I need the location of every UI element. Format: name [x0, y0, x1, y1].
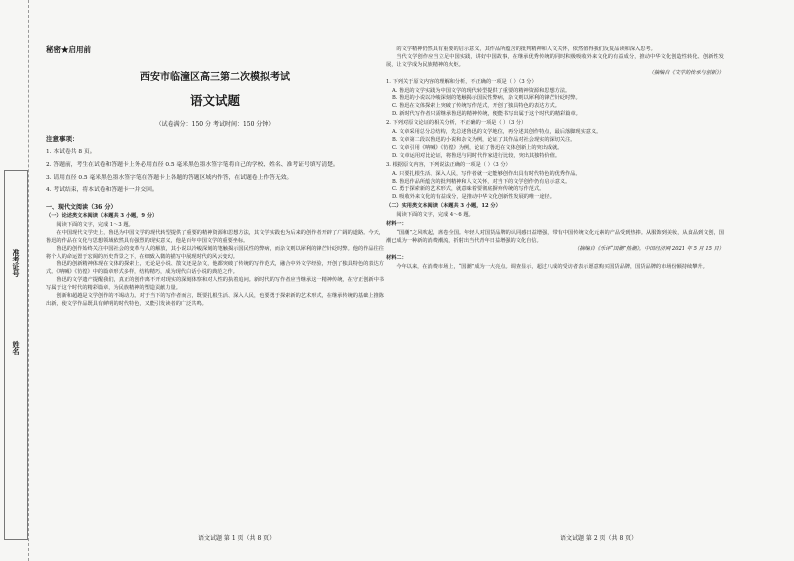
- passage-paragraph: 鲁迅的创新精神体现在文体的探索上，无论是小说、散文还是杂文，他都突破了传统的写作范式，融合中外文学经验，开创了独具特色的表达方式。《呐喊》《彷徨》中的篇章形式多样，结构精巧，成为现代白话小说的典范之作。: [46, 261, 384, 276]
- section-heading: 一、现代文阅读（36 分）: [46, 203, 117, 211]
- passage-paragraph: 当代文学创作应当立足中国实践，讲好中国故事，在继承优秀传统的同时积极吸收外来文化的有益成分，推动中华文化创造性转化、创新性发展，让文学成为民族精神的火炬。: [386, 53, 724, 68]
- passage-source: （摘编自《文学的传承与创新》）: [648, 69, 724, 76]
- exam-number-label: 准考证号: [12, 249, 21, 277]
- question-option: A. 文章采用总分总结构，先总述鲁迅的文学地位，再分述其创作特点，最后落脚现实意义。: [392, 129, 602, 136]
- notice-heading: 注意事项：: [46, 135, 79, 144]
- question-option: D. 文章运用对比论证，将鲁迅与同时代作家进行比较，突出其独特价值。: [392, 152, 561, 159]
- passage-paragraph: 的文学精神仍然具有重要的启示意义，其作品所蕴含的批判精神和人文关怀，依然值得我们反复品读和深入思考。: [396, 46, 656, 52]
- question-2: 2. 下列对原文论证的相关分析，不正确的一项是（ ）（3 分）: [386, 120, 527, 127]
- passage-paragraph: 鲁迅的创作始终关注中国社会的变革与人的解放，其小说以冷峻深刻的笔触揭示国民性的弊病，而杂文则以犀利的锋芒针砭时弊。他的作品往往将个人的命运置于宏阔的历史背景之下，在细致入微的描写中展现时代的风云变幻。: [46, 245, 384, 260]
- question-option: D. 新时代写作者只需继承鲁迅的精神传统，便能书写出属于这个时代的精彩篇章。: [392, 111, 581, 118]
- subject-title: 语文试题: [189, 93, 240, 109]
- notice-item: 1. 本试卷共 8 页。: [46, 149, 96, 156]
- exam-info: （试卷满分：150 分 考试时间：150 分钟）: [155, 121, 275, 129]
- question-option: B. 鲁迅的小说以冷峻深刻的笔触揭示国民性弊病，杂文则以犀利的锋芒针砭时弊。: [392, 95, 581, 102]
- reading-instruction: 阅读下面的文字，完成 4～6 题。: [396, 212, 474, 219]
- notice-item: 3. 请用直径 0.5 毫米黑色墨水签字笔在答题卡上各题的答题区域内作答，在试题卷上作答无效。: [46, 174, 293, 181]
- right-column: [386, 46, 724, 530]
- reading-instruction: 阅读下面的文字，完成 1～3 题。: [56, 221, 134, 228]
- passage-paragraph: 创新和超越是文学创作的不竭动力。对于当下的写作者而言，既要扎根生活、深入人民，也要勇于探索新的艺术形式，在继承传统的基础上推陈出新，使文学作品既具有鲜明的时代特色，又能引发读者的广泛共鸣。: [46, 293, 384, 307]
- question-option: A. 只要扎根生活、深入人民，写作者就一定能够创作出具有时代特色的优秀作品。: [392, 170, 581, 177]
- question-option: C. 勇于探索新的艺术形式，就意味着要彻底摒弃传统的写作范式。: [392, 186, 545, 193]
- binding-box: [4, 170, 28, 540]
- notice-item: 2. 答题前，考生在试卷和答题卡上务必用直径 0.5 毫米黑色墨水签字笔将自己的学校、姓名、准考证号填写清楚。: [46, 161, 339, 168]
- binding-line: [28, 0, 29, 561]
- material-source: （摘编自《乐评“国潮”热潮》，中国经济网 2021 年 5 月 15 日）: [574, 245, 724, 252]
- question-option: C. 鲁迅在文体探索上突破了传统写作范式，开创了独具特色的表达方式。: [392, 103, 560, 110]
- subsection-heading: （一）论述类文本阅读（本题共 3 小题，9 分）: [46, 213, 158, 220]
- question-option: A. 鲁迅的文学实践为中国文学的现代转型提供了重要的精神资源和思想方法。: [392, 87, 571, 94]
- question-option: D. 吸收外来文化的有益成分，是推动中华文化创新性发展的唯一途径。: [392, 194, 555, 201]
- name-label: 姓名: [12, 341, 21, 355]
- material-label: 材料一：: [386, 221, 407, 228]
- question-3: 3. 根据原文内容，下列说法正确的一项是（ ）（3 分）: [386, 161, 511, 168]
- notice-item: 4. 考试结束，将本试卷和答题卡一并交回。: [46, 187, 158, 194]
- passage-paragraph: 鲁迅的文学遗产提醒我们，真正的创作离不开对现实的深刻体察和对人性的执着追问。新时代的写作者应当继承这一精神传统，在守正创新中书写属于这个时代的精彩篇章，为民族精神的塑造贡献力量。: [46, 277, 384, 292]
- page-footer-left: 语文试题 第 1 页（共 8 页）: [198, 535, 276, 542]
- material-text: “国潮”之风吹起，席卷全国。年轻人对国货品牌的认同感日益增强，带有中国传统文化元素的产品受到热捧。从服饰到美妆，从食品到文创，国潮已成为一种新的消费潮流，折射出当代青年日益增强的文化自信。: [386, 229, 724, 244]
- question-option: B. 鲁迅作品所蕴含的批判精神和人文关怀，对当下的文学创作仍有启示意义。: [392, 178, 571, 185]
- material-label: 材料二：: [386, 254, 407, 261]
- passage-paragraph: 在中国现代文学史上，鲁迅为中国文学的现代转型提供了重要的精神资源和思想方法，其文学实践也为后来的创作者开辟了广阔的道路。今天，鲁迅的作品在文化与思想领域依然具有强烈的现实意义，他是百年中国文学的重要坐标。: [46, 229, 384, 244]
- page-footer-right: 语文试题 第 2 页（共 8 页）: [560, 535, 638, 542]
- question-1: 1. 下列关于原文内容的理解和分析，不正确的一项是（ ）（3 分）: [386, 78, 537, 85]
- subsection-heading: （二）实用类文本阅读（本题共 3 小题，12 分）: [386, 203, 501, 210]
- left-column: [46, 52, 384, 532]
- secret-mark: 秘密★启用前: [46, 45, 91, 54]
- exam-title: 西安市临潼区高三第二次模拟考试: [140, 72, 290, 83]
- material-text: 今年以来，在消费市场上，“国潮”成为一大亮点。调查显示，超过八成的受访者表示愿意购买国货品牌，国货品牌的市场份额持续攀升。: [396, 263, 708, 270]
- question-option: C. 文章引用《呐喊》《彷徨》为例，论证了鲁迅在文体创新上的突出成就。: [392, 144, 563, 151]
- question-option: B. 文章第二段以鲁迅的小说和杂文为例，论证了其作品对社会现实的深切关注。: [392, 136, 576, 143]
